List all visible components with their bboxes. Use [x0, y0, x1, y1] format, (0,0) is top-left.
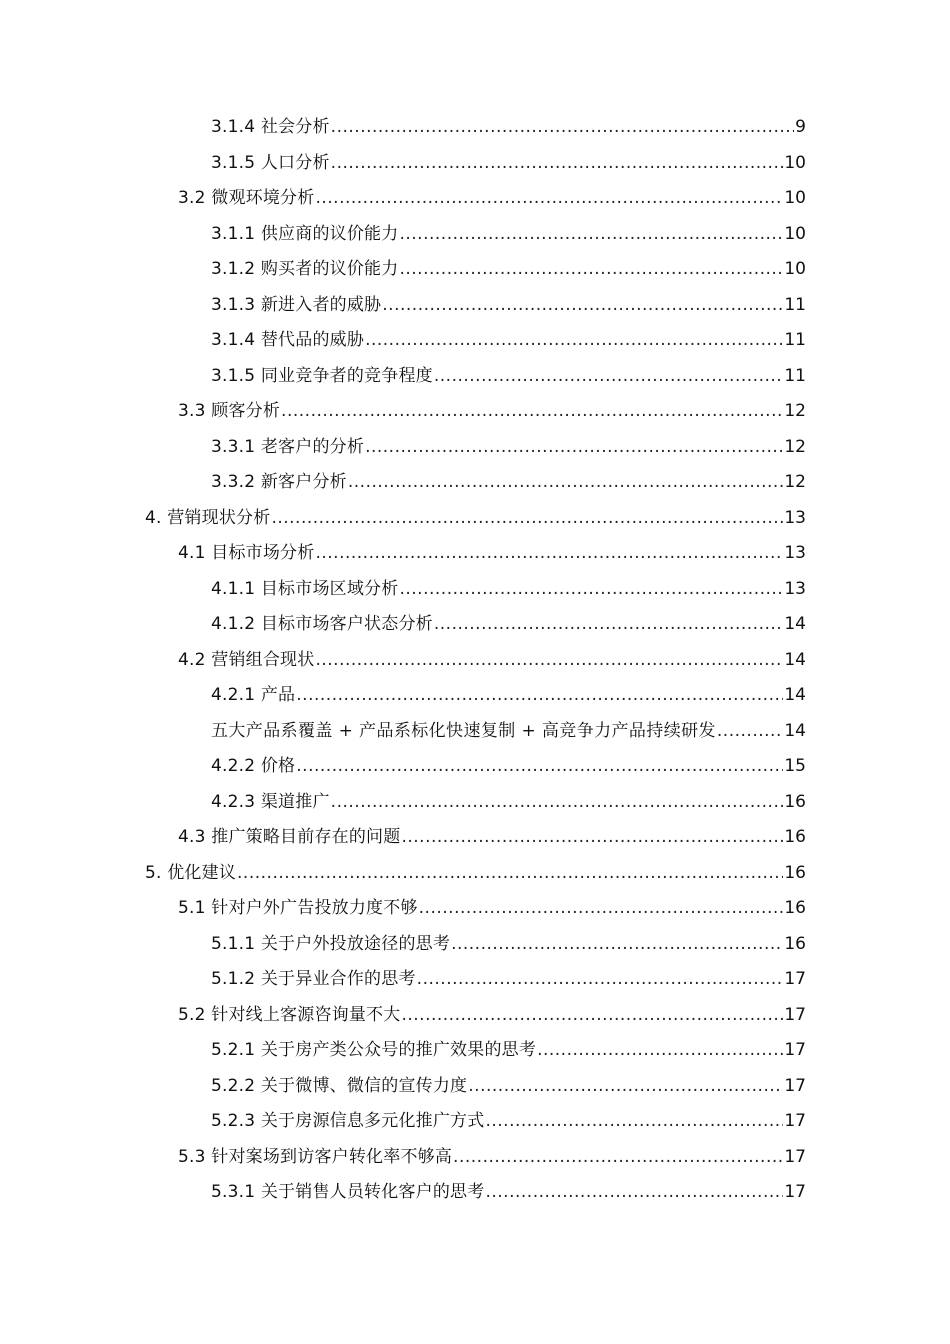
toc-entry[interactable]	[211, 364, 806, 388]
toc-entry-page-number: 17	[784, 1004, 806, 1025]
toc-dot-leader	[419, 896, 784, 920]
toc-entry[interactable]	[178, 825, 806, 849]
toc-dot-leader	[331, 151, 784, 175]
toc-entry[interactable]	[211, 577, 806, 601]
toc-entry-page-number: 17	[784, 1146, 806, 1167]
toc-dot-leader	[315, 186, 783, 210]
toc-entry-title: 五大产品系覆盖 + 产品系标化快速复制 + 高竞争力产品持续研发	[211, 720, 716, 741]
toc-entry-title: 4.1.1 目标市场区域分析	[211, 578, 399, 599]
toc-entry-title: 3.1.1 供应商的议价能力	[211, 223, 399, 244]
toc-entry-page-number: 17	[784, 969, 806, 989]
toc-entry-title: 4.2.3 渠道推广	[211, 791, 330, 812]
toc-entry-title: 3.2 微观环境分析	[178, 188, 315, 208]
toc-entry-title: 4.1.2 目标市场客户状态分析	[211, 614, 433, 634]
toc-entry-title: 3.3.1 老客户的分析	[211, 436, 365, 457]
toc-entry-page-number: 11	[784, 365, 806, 386]
toc-entry-title: 3.1.5 人口分析	[211, 152, 330, 173]
toc-entry-page-number: 11	[784, 294, 806, 315]
toc-dot-leader	[468, 1074, 783, 1098]
toc-entry-page-number: 16	[784, 827, 806, 847]
toc-dot-leader	[296, 754, 783, 778]
toc-dot-leader	[271, 506, 783, 530]
toc-dot-leader	[451, 932, 783, 956]
toc-dot-leader	[401, 1003, 783, 1027]
toc-entry[interactable]	[145, 506, 806, 530]
toc-entry-title: 3.1.3 新进入者的威胁	[211, 294, 382, 315]
toc-entry[interactable]	[145, 861, 806, 885]
toc-entry[interactable]	[211, 328, 806, 352]
toc-dot-leader	[365, 328, 783, 352]
toc-entry[interactable]	[211, 719, 806, 743]
toc-entry-title: 5.2.2 关于微博、微信的宣传力度	[211, 1075, 468, 1096]
toc-entry-title: 5.1 针对户外广告投放力度不够	[178, 898, 418, 918]
toc-entry[interactable]	[178, 1003, 806, 1027]
toc-entry-page-number: 13	[784, 543, 806, 563]
toc-entry-title: 4. 营销现状分析	[145, 507, 271, 528]
toc-entry-page-number: 17	[784, 1075, 806, 1096]
toc-entry[interactable]	[211, 683, 806, 707]
toc-entry-page-number: 14	[784, 614, 806, 634]
toc-dot-leader	[382, 293, 783, 317]
toc-entry-title: 4.2 营销组合现状	[178, 649, 315, 670]
toc-dot-leader	[401, 825, 783, 849]
toc-entry-page-number: 13	[784, 578, 806, 599]
toc-entry[interactable]	[211, 293, 806, 317]
toc-entry-title: 5.1.2 关于异业合作的思考	[211, 969, 416, 989]
toc-entry[interactable]	[211, 470, 806, 494]
toc-dot-leader	[281, 399, 783, 423]
toc-entry-page-number: 13	[784, 507, 806, 528]
toc-entry-page-number: 12	[784, 472, 806, 492]
toc-entry-title: 4.2.1 产品	[211, 685, 296, 705]
toc-entry-page-number: 16	[784, 933, 806, 954]
toc-entry-title: 5.3.1 关于销售人员转化客户的思考	[211, 1182, 485, 1202]
toc-entry-page-number: 17	[784, 1040, 806, 1060]
toc-entry-title: 5.2.3 关于房源信息多元化推广方式	[211, 1111, 485, 1131]
toc-entry[interactable]	[178, 1145, 806, 1169]
toc-entry-title: 5.3 针对案场到访客户转化率不够高	[178, 1146, 453, 1167]
toc-dot-leader	[537, 1038, 783, 1062]
toc-entry-page-number: 14	[784, 649, 806, 670]
toc-entry[interactable]	[178, 399, 806, 423]
toc-entry-title: 3.1.2 购买者的议价能力	[211, 259, 399, 279]
toc-entry-title: 5.2.1 关于房产类公众号的推广效果的思考	[211, 1040, 537, 1060]
toc-entry-title: 5.2 针对线上客源咨询量不大	[178, 1004, 401, 1025]
toc-entry-title: 3.1.4 社会分析	[211, 117, 330, 137]
toc-entry-page-number: 14	[784, 720, 806, 741]
toc-entry[interactable]	[211, 932, 806, 956]
toc-entry[interactable]	[211, 222, 806, 246]
toc-entry[interactable]	[211, 1074, 806, 1098]
toc-dot-leader	[434, 364, 784, 388]
toc-dot-leader	[331, 115, 795, 139]
toc-entry-page-number: 17	[784, 1111, 806, 1131]
toc-entry[interactable]	[178, 648, 806, 672]
toc-entry[interactable]	[211, 435, 806, 459]
toc-entry[interactable]	[211, 151, 806, 175]
toc-dot-leader	[417, 967, 784, 991]
toc-entry-page-number: 16	[784, 791, 806, 812]
toc-entry-title: 3.1.5 同业竞争者的竞争程度	[211, 365, 433, 386]
toc-dot-leader	[453, 1145, 783, 1169]
toc-dot-leader	[399, 222, 783, 246]
toc-entry-page-number: 14	[784, 685, 806, 705]
toc-entry[interactable]	[211, 612, 806, 636]
toc-entry-page-number: 10	[784, 188, 806, 208]
toc-entry-page-number: 12	[784, 401, 806, 421]
toc-dot-leader	[296, 683, 783, 707]
toc-entry-page-number: 17	[784, 1182, 806, 1202]
toc-entry[interactable]	[178, 186, 806, 210]
toc-dot-leader	[315, 648, 783, 672]
toc-dot-leader	[315, 541, 783, 565]
toc-entry-page-number: 10	[784, 152, 806, 173]
toc-entry-title: 3.3 顾客分析	[178, 401, 281, 421]
toc-entry[interactable]	[211, 115, 806, 139]
toc-entry-title: 4.2.2 价格	[211, 756, 296, 776]
toc-entry[interactable]	[211, 790, 806, 814]
toc-entry-title: 3.3.2 新客户分析	[211, 472, 347, 492]
toc-entry[interactable]	[211, 1109, 806, 1133]
toc-entry-title: 4.1 目标市场分析	[178, 543, 315, 563]
toc-dot-leader	[399, 257, 783, 281]
toc-entry[interactable]	[178, 541, 806, 565]
toc-entry[interactable]	[211, 967, 806, 991]
toc-entry-page-number: 9	[795, 117, 806, 137]
toc-entry[interactable]	[211, 754, 806, 778]
toc-entry[interactable]	[211, 257, 806, 281]
toc-entry-page-number: 12	[784, 436, 806, 457]
toc-dot-leader	[237, 861, 783, 885]
toc-entry-page-number: 16	[784, 898, 806, 918]
toc-entry[interactable]	[178, 896, 806, 920]
toc-entry-page-number: 10	[784, 223, 806, 244]
toc-entry-title: 4.3 推广策略目前存在的问题	[178, 827, 401, 847]
toc-dot-leader	[331, 790, 784, 814]
toc-entry-title: 5.1.1 关于户外投放途径的思考	[211, 933, 451, 954]
toc-dot-leader	[485, 1109, 783, 1133]
toc-dot-leader	[485, 1180, 783, 1204]
toc-dot-leader	[717, 719, 783, 743]
toc-entry-page-number: 16	[784, 862, 806, 883]
toc-entry-page-number: 15	[784, 756, 806, 776]
toc-entry[interactable]	[211, 1038, 806, 1062]
toc-entry-page-number: 10	[784, 259, 806, 279]
toc-dot-leader	[348, 470, 784, 494]
toc-entry-title: 5. 优化建议	[145, 862, 237, 883]
toc-dot-leader	[365, 435, 783, 459]
toc-entry-title: 3.1.4 替代品的威胁	[211, 330, 365, 350]
toc-entry-page-number: 11	[784, 330, 806, 350]
toc-entry[interactable]	[211, 1180, 806, 1204]
toc-dot-leader	[399, 577, 783, 601]
toc-dot-leader	[434, 612, 784, 636]
